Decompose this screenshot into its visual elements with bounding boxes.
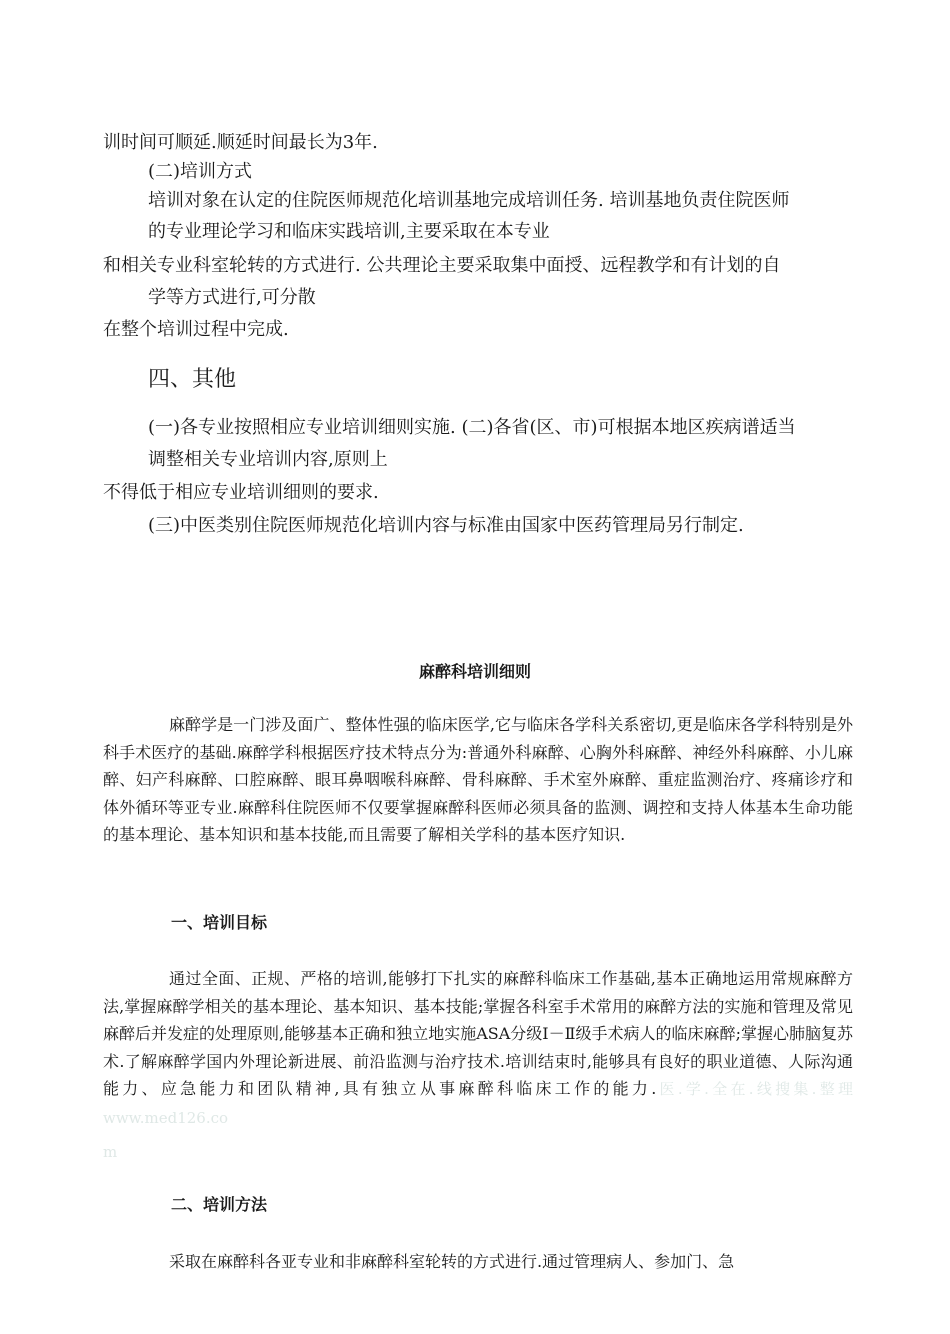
goal-text: 通过全面、正规、严格的培训,能够打下扎实的麻醉科临床工作基础,基本正确地运用常规麻醉方法,掌握麻醉学相关的基本理论、基本知识、基本技能;掌握各科室手术常用的麻醉方法的实施和管理及常见麻醉后并发症的处理原则,能够基本正确和独立地实施ASA分级Ⅰ－Ⅱ级手术病人的临床麻醉;掌握心肺脑复苏术.了解麻醉学国内外理论新进展、前沿监测与治疗技术.培训结束时,能够具有良好的职业道德、人际沟通能力、应急能力和团队精神,具有独立从事麻醉科临床工作的能力. <box>103 969 853 1098</box>
section-heading-goal: 一、培训目标 <box>171 913 268 932</box>
watermark-text-tail: m <box>103 1143 118 1161</box>
text-line: 训时间可顺延.顺延时间最长为3年. <box>103 132 378 153</box>
section-heading-training-method: (二)培训方式 <box>148 161 253 182</box>
text-line: (一)各专业按照相应专业培训细则实施. (二)各省(区、市)可根据本地区疾病谱适当 <box>148 417 796 438</box>
text-line: 调整相关专业培训内容,原则上 <box>148 449 388 470</box>
text-line: 的专业理论学习和临床实践培训,主要采取在本专业 <box>148 221 550 242</box>
section-heading-other: 四、其他 <box>148 367 237 392</box>
intro-paragraph: 麻醉学是一门涉及面广、整体性强的临床医学,它与临床各学科关系密切,更是临床各学科特别是外科手术医疗的基础.麻醉学科根据医疗技术特点分为:普通外科麻醉、心胸外科麻醉、神经外科麻醉、小儿麻醉、妇产科麻醉、口腔麻醉、眼耳鼻咽喉科麻醉、骨科麻醉、手术室外麻醉、重症监测治疗、疼痛诊疗和体外循环等亚专业.麻醉科住院医师不仅要掌握麻醉科医师必须具备的监测、调控和支持人体基本生命功能的基本理论、基本知识和基本技能,而且需要了解相关学科的基本医疗知识. <box>103 715 853 844</box>
text-line: 不得低于相应专业培训细则的要求. <box>103 482 379 503</box>
text-line: 学等方式进行,可分散 <box>148 287 316 308</box>
document-title: 麻醉科培训细则 <box>418 662 531 681</box>
text-line: 培训对象在认定的住院医师规范化培训基地完成培训任务. 培训基地负责住院医师 <box>148 190 790 211</box>
goal-paragraph <box>103 965 884 1132</box>
text-line: (三)中医类别住院医师规范化培训内容与标准由国家中医药管理局另行制定. <box>148 515 744 536</box>
section-heading-method: 二、培训方法 <box>171 1195 268 1214</box>
method-paragraph: 采取在麻醉科各亚专业和非麻醉科室轮转的方式进行.通过管理病人、参加门、急 <box>169 1252 735 1271</box>
watermark-text: 医.学.全在.线搜集.整理 www.med126.co <box>103 1080 884 1127</box>
text-line: 和相关专业科室轮转的方式进行. 公共理论主要采取集中面授、远程教学和有计划的自 <box>103 255 781 276</box>
text-line: 在整个培训过程中完成. <box>103 319 289 340</box>
